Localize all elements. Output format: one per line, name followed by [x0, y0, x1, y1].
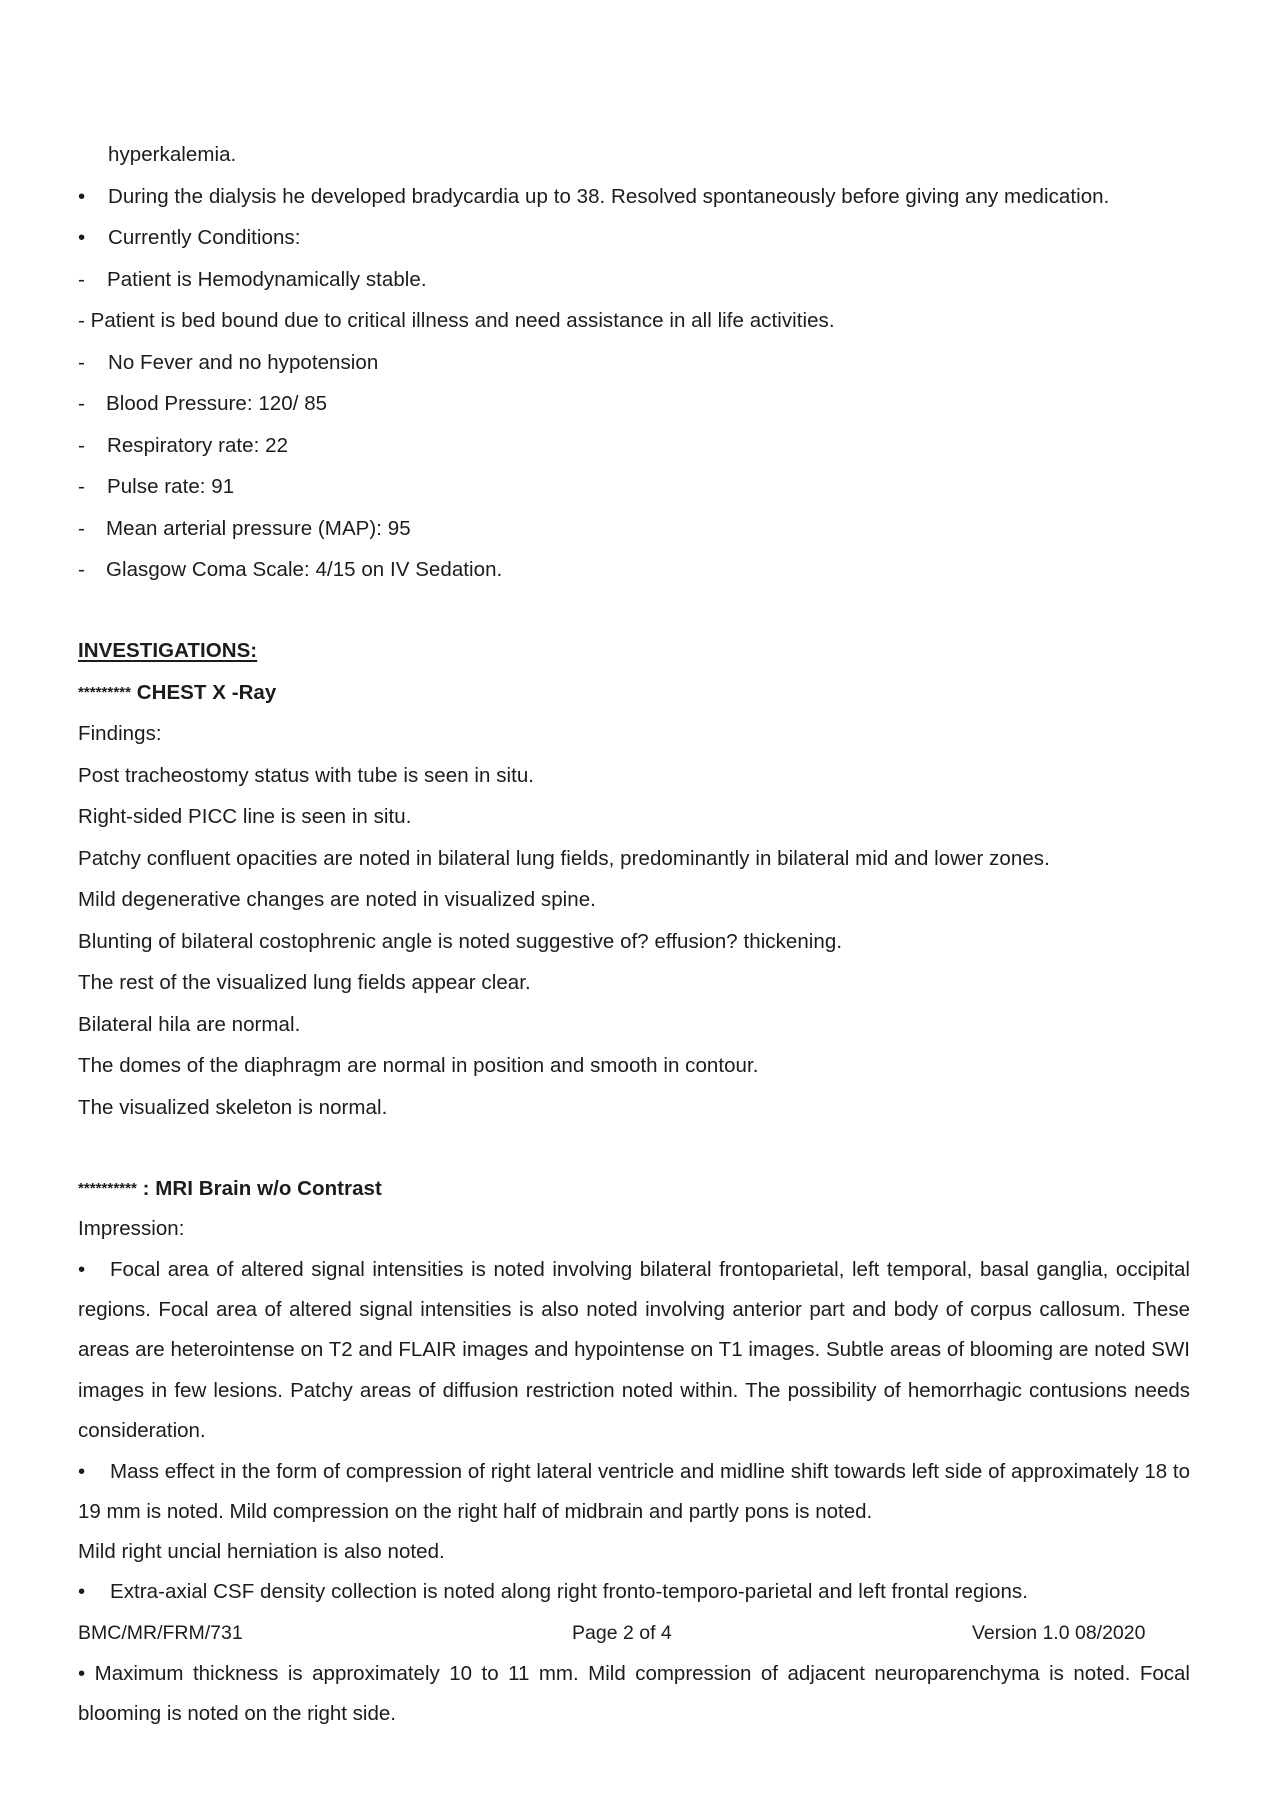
subsection-heading — [78, 679, 276, 707]
subsection-heading — [78, 1175, 382, 1203]
impression-paragraph: • Mass effect in the form of compression of right lateral ventricle and midline shift towards left side of approximately 18 to 19 mm is noted. Mild compression on the right half of midbrain and partly pons is noted. — [78, 1460, 1190, 1524]
bullet-marker: • — [78, 226, 86, 249]
finding-line: Post tracheostomy status with tube is seen in situ. — [78, 764, 535, 787]
impression-paragraph: • Maximum thickness is approximately 10 to 11 mm. Mild compression of adjacent neuroparenchyma is noted. Focal blooming is noted on the right side. — [78, 1662, 1190, 1726]
text-line: During the dialysis he developed bradycardia up to 38. Resolved spontaneously before giving any medication. — [108, 185, 1110, 208]
impression-paragraph: • Focal area of altered signal intensities is noted involving bilateral frontoparietal, left temporal, basal ganglia, occipital regions. Focal area of altered signal intensities is also noted involving anterior part and body of corpus callosum. These areas are heterointense on T2 and FLAIR images and hypointense on T1 images. Subtle areas of blooming are noted SWI images in few lesions. Patchy areas of diffusion restriction noted within. The possibility of hemorrhagic contusions needs consideration. — [78, 1258, 1190, 1442]
bullet-marker: • — [78, 1258, 86, 1281]
text-line: Pulse rate: 91 — [107, 475, 235, 498]
dash-marker: - — [78, 517, 85, 540]
text-line: Currently Conditions: — [108, 226, 301, 249]
dash-marker: - — [78, 434, 85, 457]
text-line: - Patient is bed bound due to critical illness and need assistance in all life activities. — [78, 309, 835, 332]
finding-line: The visualized skeleton is normal. — [78, 1096, 388, 1119]
dash-marker: - — [78, 351, 85, 374]
text-line: Glasgow Coma Scale: 4/15 on IV Sedation. — [106, 558, 503, 581]
impression-line: Mild right uncial herniation is also noted. — [78, 1540, 445, 1563]
finding-line: Patchy confluent opacities are noted in bilateral lung fields, predominantly in bilateral mid and lower zones. — [78, 847, 1050, 870]
stars: ********** — [78, 1180, 137, 1197]
section-heading: INVESTIGATIONS: — [78, 639, 258, 662]
stars: ********* — [78, 684, 131, 701]
footer-version: Version 1.0 08/2020 — [972, 1622, 1146, 1644]
footer-form-code: BMC/MR/FRM/731 — [78, 1622, 243, 1644]
finding-line: The domes of the diaphragm are normal in position and smooth in contour. — [78, 1054, 759, 1077]
finding-line: Bilateral hila are normal. — [78, 1013, 301, 1036]
impression-line: Extra-axial CSF density collection is noted along right fronto-temporo-parietal and left frontal regions. — [110, 1580, 1028, 1603]
bullet-marker: • — [78, 1460, 86, 1483]
dash-marker: - — [78, 475, 85, 498]
findings-label: Findings: — [78, 722, 162, 745]
mri-title: : MRI Brain w/o Contrast — [142, 1177, 382, 1200]
dash-marker: - — [78, 558, 85, 581]
text-line: No Fever and no hypotension — [108, 351, 379, 374]
text-line: Respiratory rate: 22 — [107, 434, 289, 457]
text-line: Blood Pressure: 120/ 85 — [106, 392, 328, 415]
bullet-marker: • — [78, 1580, 86, 1603]
finding-line: Mild degenerative changes are noted in visualized spine. — [78, 888, 596, 911]
text-line: Patient is Hemodynamically stable. — [107, 268, 427, 291]
finding-line: Blunting of bilateral costophrenic angle is noted suggestive of? effusion? thickening. — [78, 930, 843, 953]
impression-label: Impression: — [78, 1217, 185, 1240]
dash-marker: - — [78, 268, 85, 291]
text-line: hyperkalemia. — [108, 143, 237, 166]
text-line: Mean arterial pressure (MAP): 95 — [106, 517, 411, 540]
footer-page-number: Page 2 of 4 — [572, 1622, 672, 1644]
finding-line: The rest of the visualized lung fields appear clear. — [78, 971, 531, 994]
finding-line: Right-sided PICC line is seen in situ. — [78, 805, 412, 828]
xray-title: CHEST X -Ray — [136, 681, 277, 704]
dash-marker: - — [78, 392, 85, 415]
bullet-marker: • — [78, 185, 86, 208]
